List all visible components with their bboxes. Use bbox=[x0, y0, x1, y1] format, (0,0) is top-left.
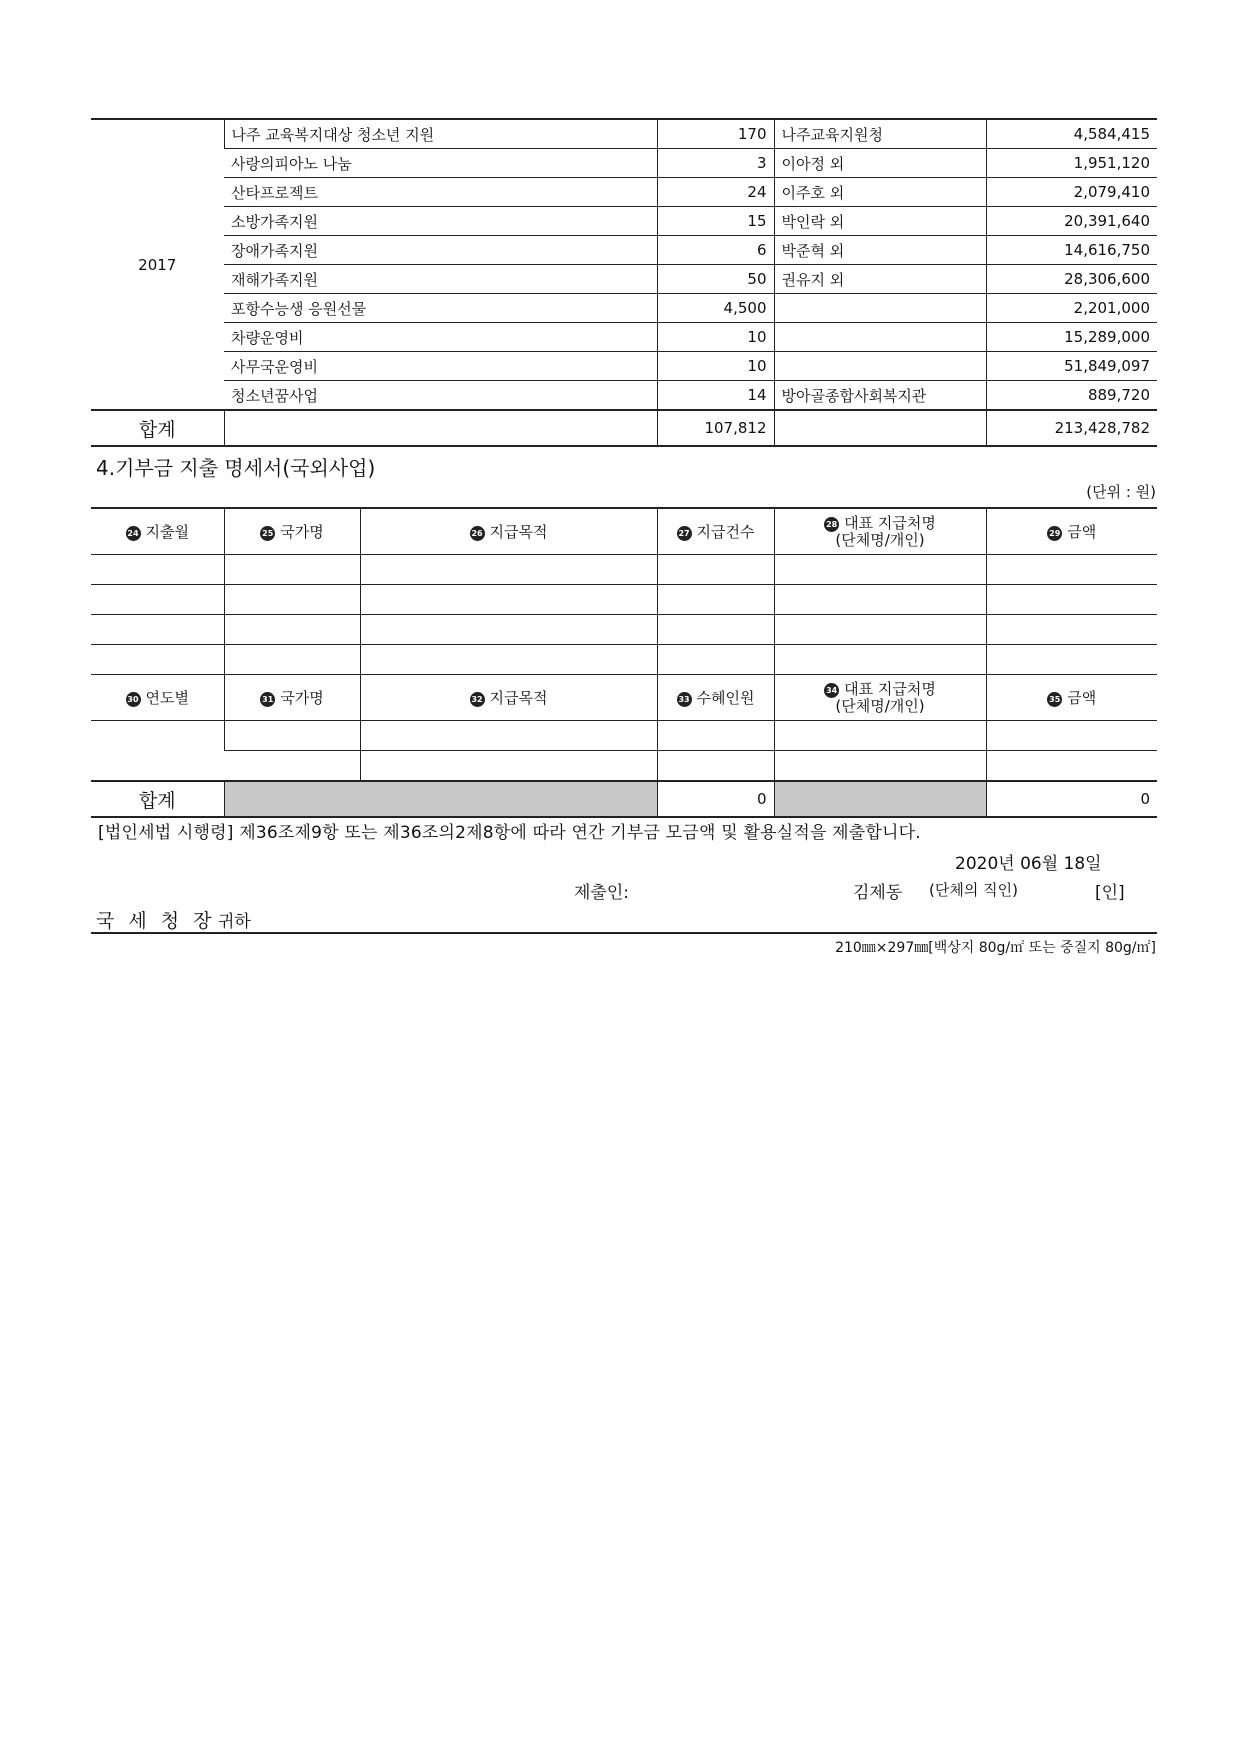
blank-cell bbox=[224, 410, 657, 446]
circled-number: 35 bbox=[1047, 692, 1062, 707]
header-label: 대표 지급처명 bbox=[844, 513, 936, 532]
overseas-expense-table bbox=[91, 507, 1157, 818]
payee-cell: 권유지 외 bbox=[774, 265, 986, 294]
circled-number: 25 bbox=[260, 526, 275, 541]
amount-cell: 14,616,750 bbox=[986, 236, 1157, 265]
submitter-label: 제출인: bbox=[574, 883, 629, 903]
year-cell bbox=[91, 721, 224, 782]
total-row bbox=[91, 410, 1157, 446]
amount-cell: 4,584,415 bbox=[986, 119, 1157, 149]
payee-cell bbox=[774, 323, 986, 352]
header-cell bbox=[360, 675, 657, 721]
table-row bbox=[91, 149, 1157, 178]
count-cell: 170 bbox=[657, 119, 774, 149]
purpose-cell: 재해가족지원 bbox=[224, 265, 657, 294]
payee-cell bbox=[774, 352, 986, 381]
header-label: 대표 지급처명 bbox=[844, 679, 936, 698]
submitter-name: 김제동 bbox=[853, 883, 903, 903]
circled-number: 26 bbox=[470, 526, 485, 541]
empty-row bbox=[91, 585, 1157, 615]
header-sublabel: (단체명/개인) bbox=[835, 696, 925, 715]
submitter-note: (단체의 직인) bbox=[929, 881, 1018, 899]
header-label: 수혜인원 bbox=[696, 689, 755, 707]
honorific: 귀하 bbox=[218, 912, 251, 932]
payee-cell: 방아골종합사회복지관 bbox=[774, 381, 986, 411]
total-count: 107,812 bbox=[657, 410, 774, 446]
header-label: 국가명 bbox=[280, 523, 324, 541]
header-row-yearly bbox=[91, 675, 1157, 721]
header-cell bbox=[224, 675, 360, 721]
purpose-cell: 산타프로젝트 bbox=[224, 178, 657, 207]
circled-number: 32 bbox=[470, 692, 485, 707]
header-label: 국가명 bbox=[280, 689, 324, 707]
payee-cell: 나주교육지원청 bbox=[774, 119, 986, 149]
header-cell bbox=[986, 675, 1157, 721]
header-cell bbox=[360, 508, 657, 555]
header-label: 금액 bbox=[1067, 689, 1097, 707]
table-row bbox=[91, 178, 1157, 207]
table-row bbox=[91, 381, 1157, 411]
circled-number: 30 bbox=[126, 692, 141, 707]
table-row bbox=[91, 294, 1157, 323]
table-row bbox=[91, 352, 1157, 381]
header-sublabel: (단체명/개인) bbox=[835, 530, 925, 549]
table-row bbox=[91, 265, 1157, 294]
circled-number: 24 bbox=[126, 526, 141, 541]
donation-usage-table bbox=[91, 118, 1157, 447]
amount-cell: 889,720 bbox=[986, 381, 1157, 411]
shaded-cell bbox=[774, 781, 986, 817]
header-cell bbox=[774, 675, 986, 721]
empty-row bbox=[91, 751, 1157, 782]
empty-row bbox=[91, 615, 1157, 645]
purpose-cell: 포항수능생 응원선물 bbox=[224, 294, 657, 323]
amount-cell: 2,201,000 bbox=[986, 294, 1157, 323]
empty-row bbox=[91, 645, 1157, 675]
header-cell bbox=[774, 508, 986, 555]
circled-number: 27 bbox=[677, 526, 692, 541]
unit-label: (단위 : 원) bbox=[1086, 483, 1156, 501]
count-cell: 10 bbox=[657, 323, 774, 352]
count-cell: 14 bbox=[657, 381, 774, 411]
header-label: 금액 bbox=[1067, 523, 1097, 541]
payee-cell: 이주호 외 bbox=[774, 178, 986, 207]
purpose-cell: 소방가족지원 bbox=[224, 207, 657, 236]
payee-cell bbox=[774, 294, 986, 323]
empty-row bbox=[91, 555, 1157, 585]
total-label: 합계 bbox=[91, 410, 224, 446]
table-row bbox=[91, 236, 1157, 265]
header-cell bbox=[224, 508, 360, 555]
header-cell bbox=[986, 508, 1157, 555]
header-cell bbox=[657, 508, 774, 555]
bottom-divider bbox=[91, 932, 1157, 934]
amount-cell: 1,951,120 bbox=[986, 149, 1157, 178]
count-cell: 4,500 bbox=[657, 294, 774, 323]
payee-cell: 이아정 외 bbox=[774, 149, 986, 178]
empty-row bbox=[91, 721, 1157, 751]
circled-number: 34 bbox=[824, 683, 839, 698]
header-label: 지급목적 bbox=[489, 689, 548, 707]
count-cell: 10 bbox=[657, 352, 774, 381]
seal-mark: [인] bbox=[1095, 883, 1125, 903]
count-cell: 15 bbox=[657, 207, 774, 236]
total-amount: 0 bbox=[986, 781, 1157, 817]
table-row bbox=[91, 207, 1157, 236]
amount-cell: 2,079,410 bbox=[986, 178, 1157, 207]
circled-number: 29 bbox=[1047, 526, 1062, 541]
blank-cell bbox=[774, 410, 986, 446]
header-cell bbox=[657, 675, 774, 721]
purpose-cell: 사무국운영비 bbox=[224, 352, 657, 381]
header-cell bbox=[91, 508, 224, 555]
purpose-cell: 나주 교육복지대상 청소년 지원 bbox=[224, 119, 657, 149]
count-cell: 24 bbox=[657, 178, 774, 207]
total-count: 0 bbox=[657, 781, 774, 817]
purpose-cell: 장애가족지원 bbox=[224, 236, 657, 265]
table-row bbox=[91, 323, 1157, 352]
count-cell: 50 bbox=[657, 265, 774, 294]
addressee: 국 세 청 장 bbox=[96, 910, 216, 932]
count-cell: 6 bbox=[657, 236, 774, 265]
header-label: 지급건수 bbox=[696, 523, 755, 541]
amount-cell: 15,289,000 bbox=[986, 323, 1157, 352]
total-amount: 213,428,782 bbox=[986, 410, 1157, 446]
count-cell: 3 bbox=[657, 149, 774, 178]
header-label: 지출월 bbox=[145, 523, 189, 541]
paper-spec: 210㎜×297㎜[백상지 80g/㎡ 또는 중질지 80g/㎡] bbox=[835, 940, 1156, 956]
purpose-cell: 사랑의피아노 나눔 bbox=[224, 149, 657, 178]
payee-cell: 박인락 외 bbox=[774, 207, 986, 236]
header-label: 연도별 bbox=[145, 689, 189, 707]
table-row bbox=[91, 119, 1157, 149]
section-title: 4.기부금 지출 명세서(국외사업) bbox=[96, 456, 376, 480]
legal-statement: [법인세법 시행령] 제36조제9항 또는 제36조의2제8항에 따라 연간 기부금 모금액 및 활용실적을 제출합니다. bbox=[98, 823, 921, 843]
header-row-monthly bbox=[91, 508, 1157, 555]
amount-cell: 51,849,097 bbox=[986, 352, 1157, 381]
total-label: 합계 bbox=[91, 781, 224, 817]
year-cell: 2017 bbox=[91, 119, 224, 410]
amount-cell: 28,306,600 bbox=[986, 265, 1157, 294]
purpose-cell: 차량운영비 bbox=[224, 323, 657, 352]
submission-date: 2020년 06월 18일 bbox=[955, 854, 1102, 874]
amount-cell: 20,391,640 bbox=[986, 207, 1157, 236]
circled-number: 28 bbox=[824, 517, 839, 532]
total-row bbox=[91, 781, 1157, 817]
payee-cell: 박준혁 외 bbox=[774, 236, 986, 265]
shaded-cell bbox=[224, 781, 657, 817]
header-cell bbox=[91, 675, 224, 721]
circled-number: 31 bbox=[260, 692, 275, 707]
purpose-cell: 청소년꿈사업 bbox=[224, 381, 657, 411]
circled-number: 33 bbox=[677, 692, 692, 707]
header-label: 지급목적 bbox=[489, 523, 548, 541]
